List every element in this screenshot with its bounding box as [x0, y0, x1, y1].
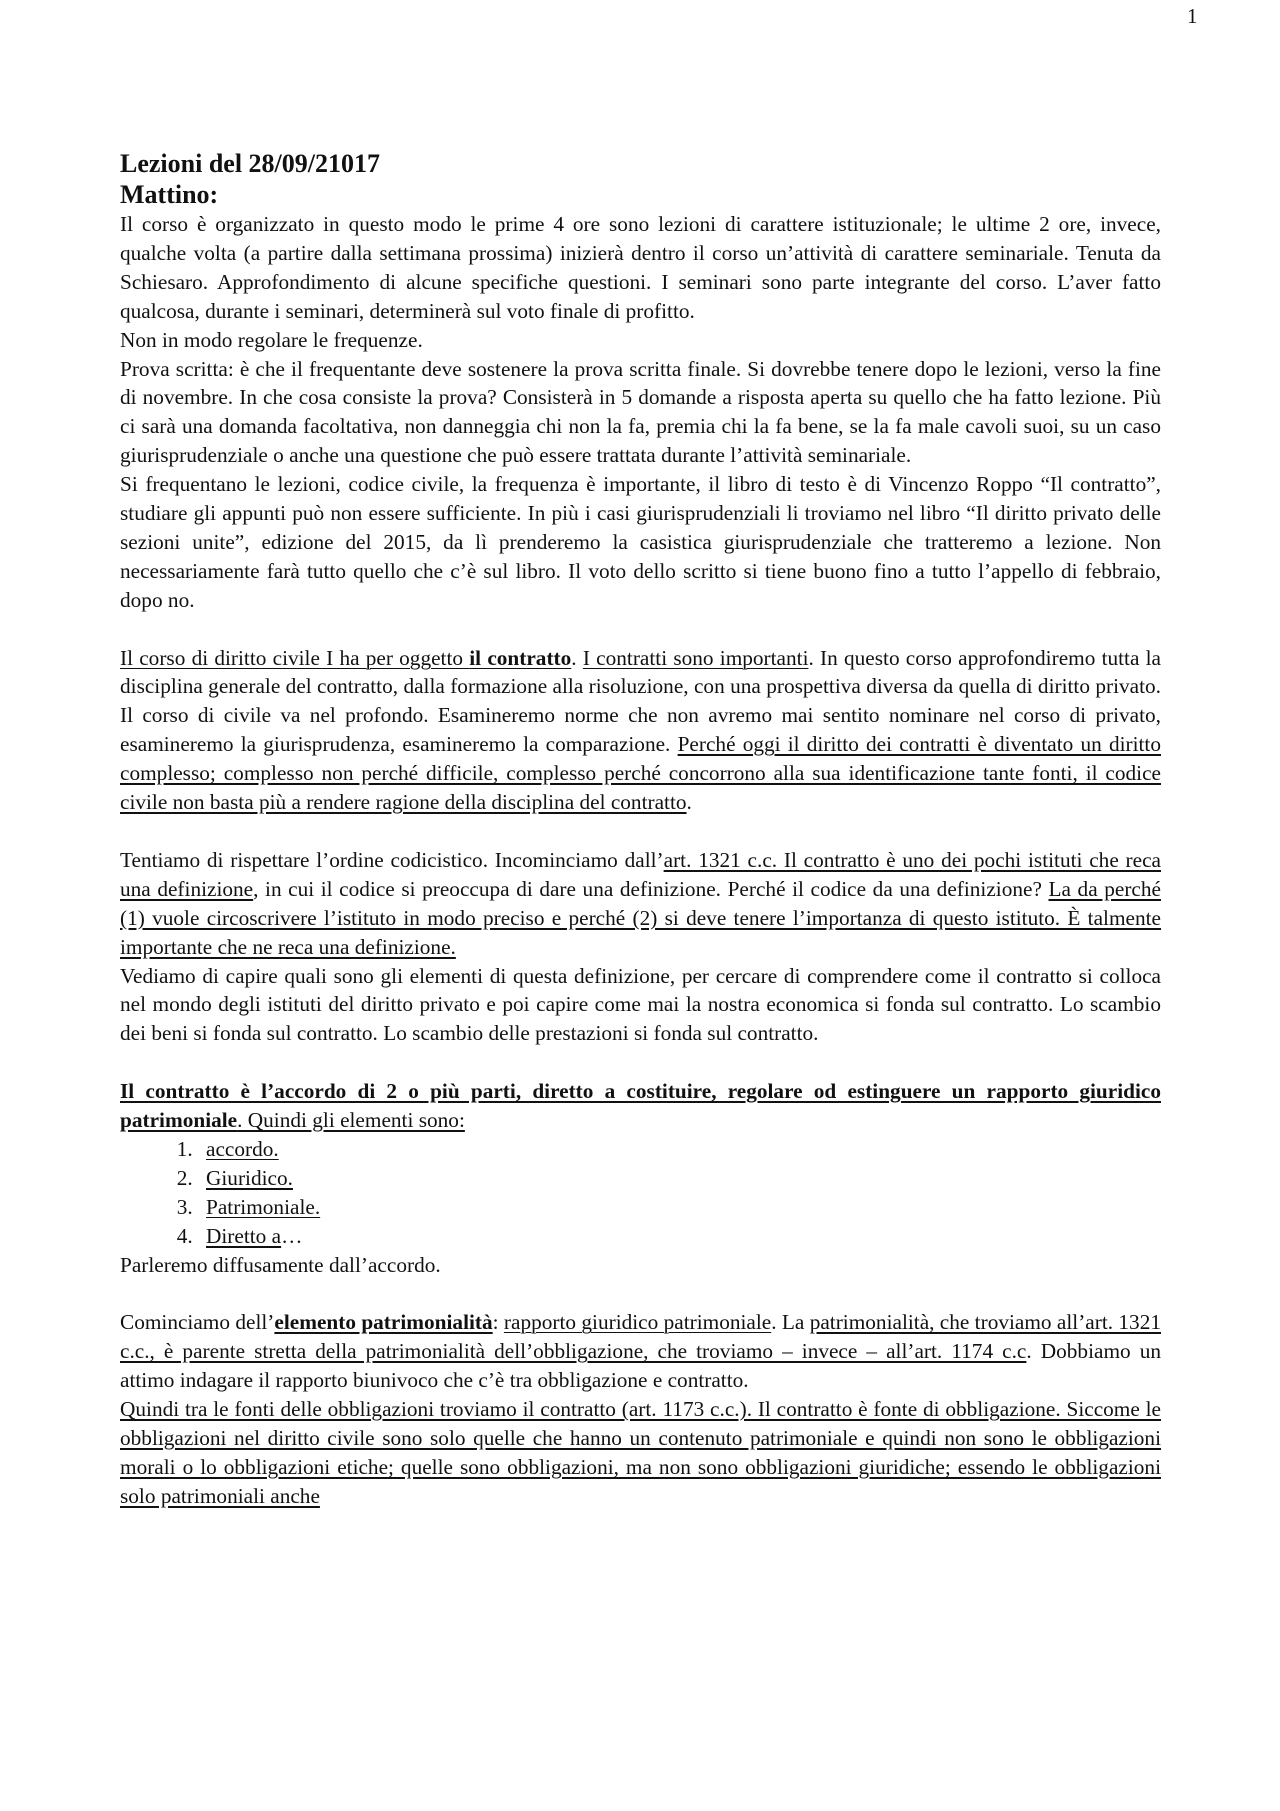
patrimoniality-paragraph: Cominciamo dell’elemento patrimonialità: rapporto giuridico patrimoniale. La patrimonialità, che troviamo all’art. 1321 c.c., è parente stretta della patrimonialità dell’obbligazione, che troviamo – invece – all’art. 1174 c.c. Dobbiamo un attimo indagare il rapporto biunivoco che c’è tra obbligazione e contratto. — [120, 1310, 1161, 1393]
accordo-line: Parleremo diffusamente dall’accordo. — [120, 1252, 441, 1277]
elements-paragraph: Vediamo di capire quali sono gli elementi di questa definizione, per cercare di comprendere come il contratto si colloca nel mondo degli istituti del diritto privato e poi capire come mai la nostra economica si fonda sul contratto. Lo scambio dei beni si fonda sul contratto. Lo scambio delle prestazioni si fonda sul contratto. — [120, 963, 1161, 1046]
frequency-line: Non in modo regolare le frequenze. — [120, 327, 423, 352]
contract-definition-bold: Il contratto è l’accordo di 2 o più parti, diretto a costituire, regolare od estinguere un rapporto giuridico patrimoniale — [120, 1079, 1161, 1133]
course-object-bold: il contratto — [469, 645, 572, 670]
document-title: Lezioni del 28/09/21017 — [120, 149, 380, 178]
page-number: 1 — [1187, 4, 1198, 28]
sources-paragraph — [120, 1395, 1161, 1511]
course-object-lead: Il corso di diritto civile I ha per oggetto — [120, 645, 470, 670]
patrimoniality-element: elemento patrimonialità — [274, 1310, 493, 1335]
list-item: 3. Patrimoniale. — [198, 1193, 1161, 1222]
contract-definition — [120, 1077, 1161, 1135]
document-subtitle: Mattino: — [120, 180, 219, 209]
list-item: 4. Diretto a… — [198, 1222, 1161, 1251]
definition-paragraph: Tentiamo di rispettare l’ordine codicistico. Incominciamo dall’art. 1321 c.c. Il contratto è uno dei pochi istituti che reca una definizione, in cui il codice si preoccupa di dare una definizione. Perché il codice da una definizione? La da perché (1) vuole circoscrivere l’istituto in modo preciso e perché (2) si deve tenere l’importanza di questo istituto. È talmente importante che ne reca una definizione. — [120, 847, 1161, 959]
intro-paragraph: Il corso è organizzato in questo modo le prime 4 ore sono lezioni di carattere istituzionale; le ultime 2 ore, invece, qualche volta (a partire dalla settimana prossima) inizierà dentro il corso un’attività di carattere seminariale. Tenuta da Schiesaro. Approfondimento di alcune specifiche questioni. I seminari sono parte integrante del corso. L’aver fatto qualcosa, durante i seminari, determinerà sul voto finale di profitto. — [120, 212, 1161, 323]
patrimonial-relationship: rapporto giuridico patrimoniale — [503, 1310, 772, 1335]
complex-law-statement: Perché oggi il diritto dei contratti è diventato un diritto complesso; complesso non perché difficile, complesso perché concorrono alla sua identificazione tante fonti, il codice civile non basta più a rendere ragione della disciplina del contratto — [120, 732, 1161, 815]
list-item: 1. accordo. — [198, 1135, 1161, 1164]
contract-definition-tail: . Quindi gli elementi sono: — [237, 1108, 465, 1133]
course-object-paragraph: Il corso di diritto civile I ha per oggetto il contratto. I contratti sono importanti. In questo corso approfondiremo tutta la disciplina generale del contratto, dalla formazione alla risoluzione, con una prospettiva diversa da quella di diritto privato. Il corso di civile va nel profondo. Esamineremo norme che non avremo mai sentito nominare nel corso di privato, esamineremo la giurisprudenza, esamineremo la comparazione. Perché oggi il diritto dei contratti è diventato un diritto complesso; complesso non perché difficile, complesso perché concorrono alla sua identificazione tante fonti, il codice civile non basta più a rendere ragione della disciplina del contratto. — [120, 645, 1162, 815]
document-body — [120, 148, 1161, 1511]
written-test-paragraph: Prova scritta: è che il frequentante deve sostenere la prova scritta finale. Si dovrebbe tenere dopo le lezioni, verso la fine di novembre. In che cosa consiste la prova? Consisterà in 5 domande a risposta aperta su quello che ha fatto lezione. Più ci sarà una domanda facoltativa, non danneggia chi non la fa, premia chi la fa bene, se la fa male cavoli suoi, su un caso giurisprudenziale o anche una questione che può essere trattata durante l’attività seminariale. — [120, 356, 1161, 468]
list-item: 2. Giuridico. — [198, 1164, 1161, 1193]
elements-list — [120, 1135, 1161, 1251]
spacer — [120, 817, 1161, 846]
patrimoniality-kinship: patrimonialità, che troviamo all’art. 1321 c.c., è parente stretta della patrimonialità dell’obbligazione, che troviamo – invece – all’art. 1174 c.c — [120, 1310, 1161, 1364]
spacer — [120, 1048, 1161, 1077]
spacer — [120, 615, 1161, 644]
art-1321-reference: art. 1321 c.c. Il contratto è uno dei pochi istituti che reca una definizione — [120, 847, 1161, 901]
spacer — [120, 1279, 1161, 1308]
sources-underlined: Quindi tra le fonti delle obbligazioni troviamo il contratto (art. 1173 c.c.). Il contratto è fonte di obbligazione. Siccome le obbligazioni nel diritto civile sono solo quelle che hanno un contenuto patrimoniale e quindi non sono le obbligazioni morali o lo obbligazioni etiche; quelle sono obbligazioni, ma non sono obbligazioni giuridiche; essendo le obbligazioni solo patrimoniali anche — [120, 1397, 1161, 1508]
textbook-paragraph: Si frequentano le lezioni, codice civile, la frequenza è importante, il libro di testo è di Vincenzo Roppo “Il contratto”, studiare gli appunti può non essere sufficiente. In più i casi giurisprudenziali li troviamo nel libro “Il diritto privato delle sezioni unite”, edizione del 2015, da lì prenderemo la casistica giurisprudenziale che tratteremo a lezione. Non necessariamente farà tutto quello che c’è sul libro. Il voto dello scritto si tiene buono fino a tutto l’appello di febbraio, dopo no. — [120, 472, 1161, 612]
contracts-important: I contratti sono importanti — [582, 645, 809, 670]
definition-reasons: La da perché (1) vuole circoscrivere l’istituto in modo preciso e perché (2) si deve tenere l’importanza di questo istituto. È talmente importante che ne reca una definizione. — [120, 876, 1161, 959]
